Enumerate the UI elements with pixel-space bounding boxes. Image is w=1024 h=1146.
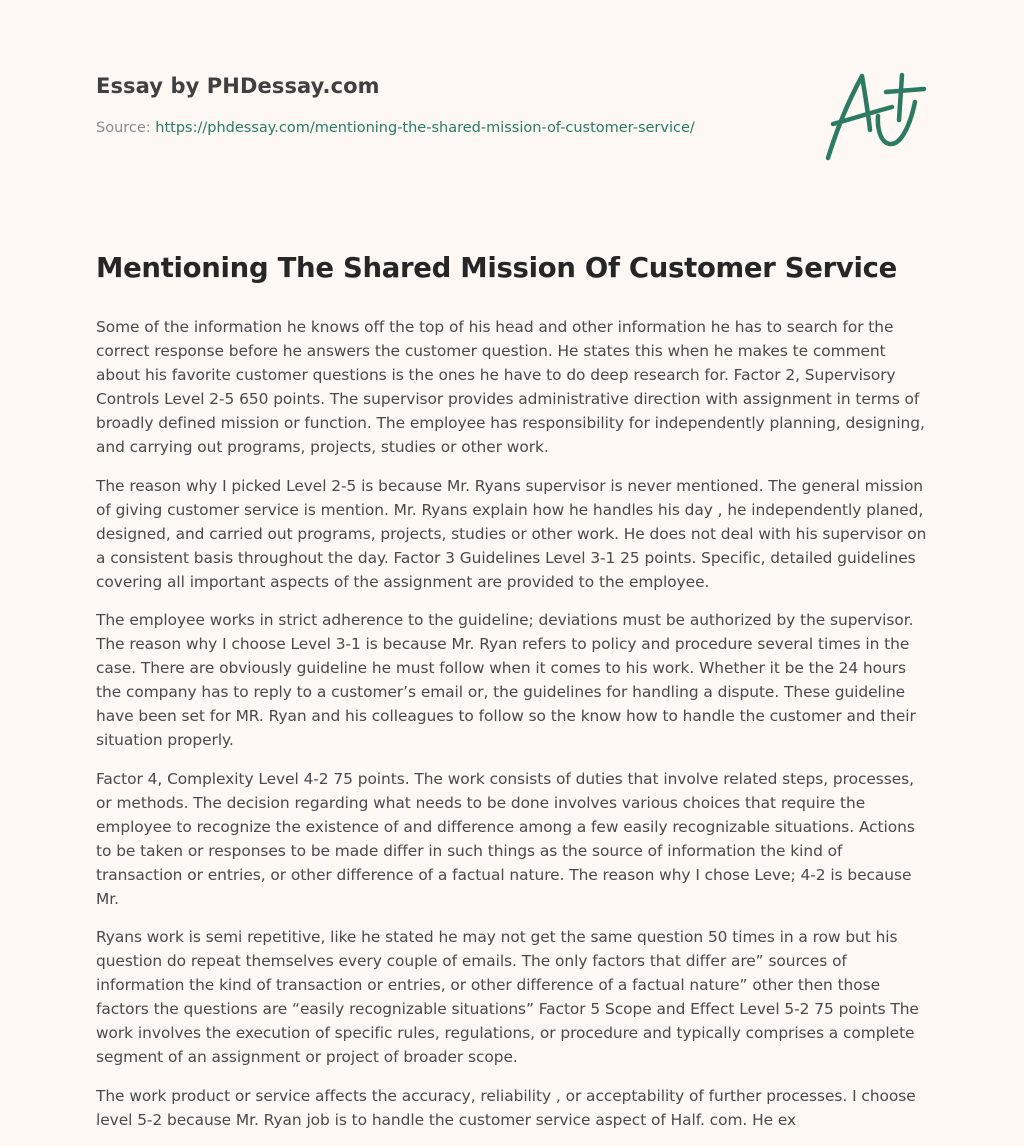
a-plus-grade-icon: [818, 64, 930, 168]
essay-paragraph: The work product or service affects the accuracy, reliability , or acceptability of further processes. I choose level 5-2 because Mr. Ryan job is to handle the customer service aspect of Half. com. He ex: [96, 1086, 916, 1129]
site-brand: Essay by PHDessay.com: [96, 74, 380, 98]
essay-paragraph: The reason why I picked Level 2-5 is because Mr. Ryans supervisor is never mentioned. The general mission of giving customer service is mention. Mr. Ryans explain how he handles his day , he independently planed, designed, and carried out programs, projects, studies or other work. He does not deal with his supervisor on a consistent basis throughout the day. Factor 3 Guidelines Level 3-1 25 points. Specific, detailed guidelines covering all important aspects of the assignment are provided to the employee.: [96, 476, 927, 591]
essay-paragraph: Some of the information he knows off the top of his head and other information he has to search for the correct response before he answers the customer question. He states this when he makes te comment about his favorite customer questions is the ones he have to do deep research for. Factor 2, Supervisory Controls Level 2-5 650 points. The supervisor provides administrative direction with assignment in terms of broadly defined mission or function. The employee has responsibility for independently planning, designing, and carrying out programs, projects, studies or other work.: [96, 318, 925, 456]
essay-paragraph: Ryans work is semi repetitive, like he stated he may not get the same question 50 times in a row but his question do repeat themselves every couple of emails. The only factors that differ are” sources of information the kind of transaction or entries, or other difference of a factual nature” other then those factors the questions are “easily recognizable situations” Factor 5 Scope and Effect Level 5-2 75 points The work involves the execution of specific rules, regulations, or procedure and typically comprises a complete segment of an assignment or project of broader scope.: [96, 928, 919, 1066]
essay-paragraph: The employee works in strict adherence to the guideline; deviations must be authorized by the supervisor. The reason why I choose Level 3-1 is because Mr. Ryan refers to policy and procedure several times in the case. There are obviously guideline he must follow when it comes to his work. Whether it be the 24 hours the company has to reply to a customer’s email or, the guidelines for handling a dispute. These guideline have been set for MR. Ryan and his colleagues to follow so the know how to handle the customer and their situation properly.: [96, 611, 916, 749]
essay-paragraph: Factor 4, Complexity Level 4-2 75 points. The work consists of duties that involve related steps, processes, or methods. The decision regarding what needs to be done involves various choices that require the employee to recognize the existence of and difference among a few easily recognizable situations. Actions to be taken or responses to be made differ in such things as the source of information the kind of transaction or entries, or other difference of a factual nature. The reason why I chose Leve; 4-2 is because Mr.: [96, 769, 915, 908]
source-label: Source:: [96, 120, 156, 136]
essay-body: [96, 315, 932, 1146]
source-line: [96, 120, 796, 136]
source-link[interactable]: https://phdessay.com/mentioning-the-shared-mission-of-customer-service/: [155, 120, 695, 136]
essay-header: [96, 74, 796, 136]
essay-title: Mentioning The Shared Mission Of Customer Service: [96, 252, 898, 284]
